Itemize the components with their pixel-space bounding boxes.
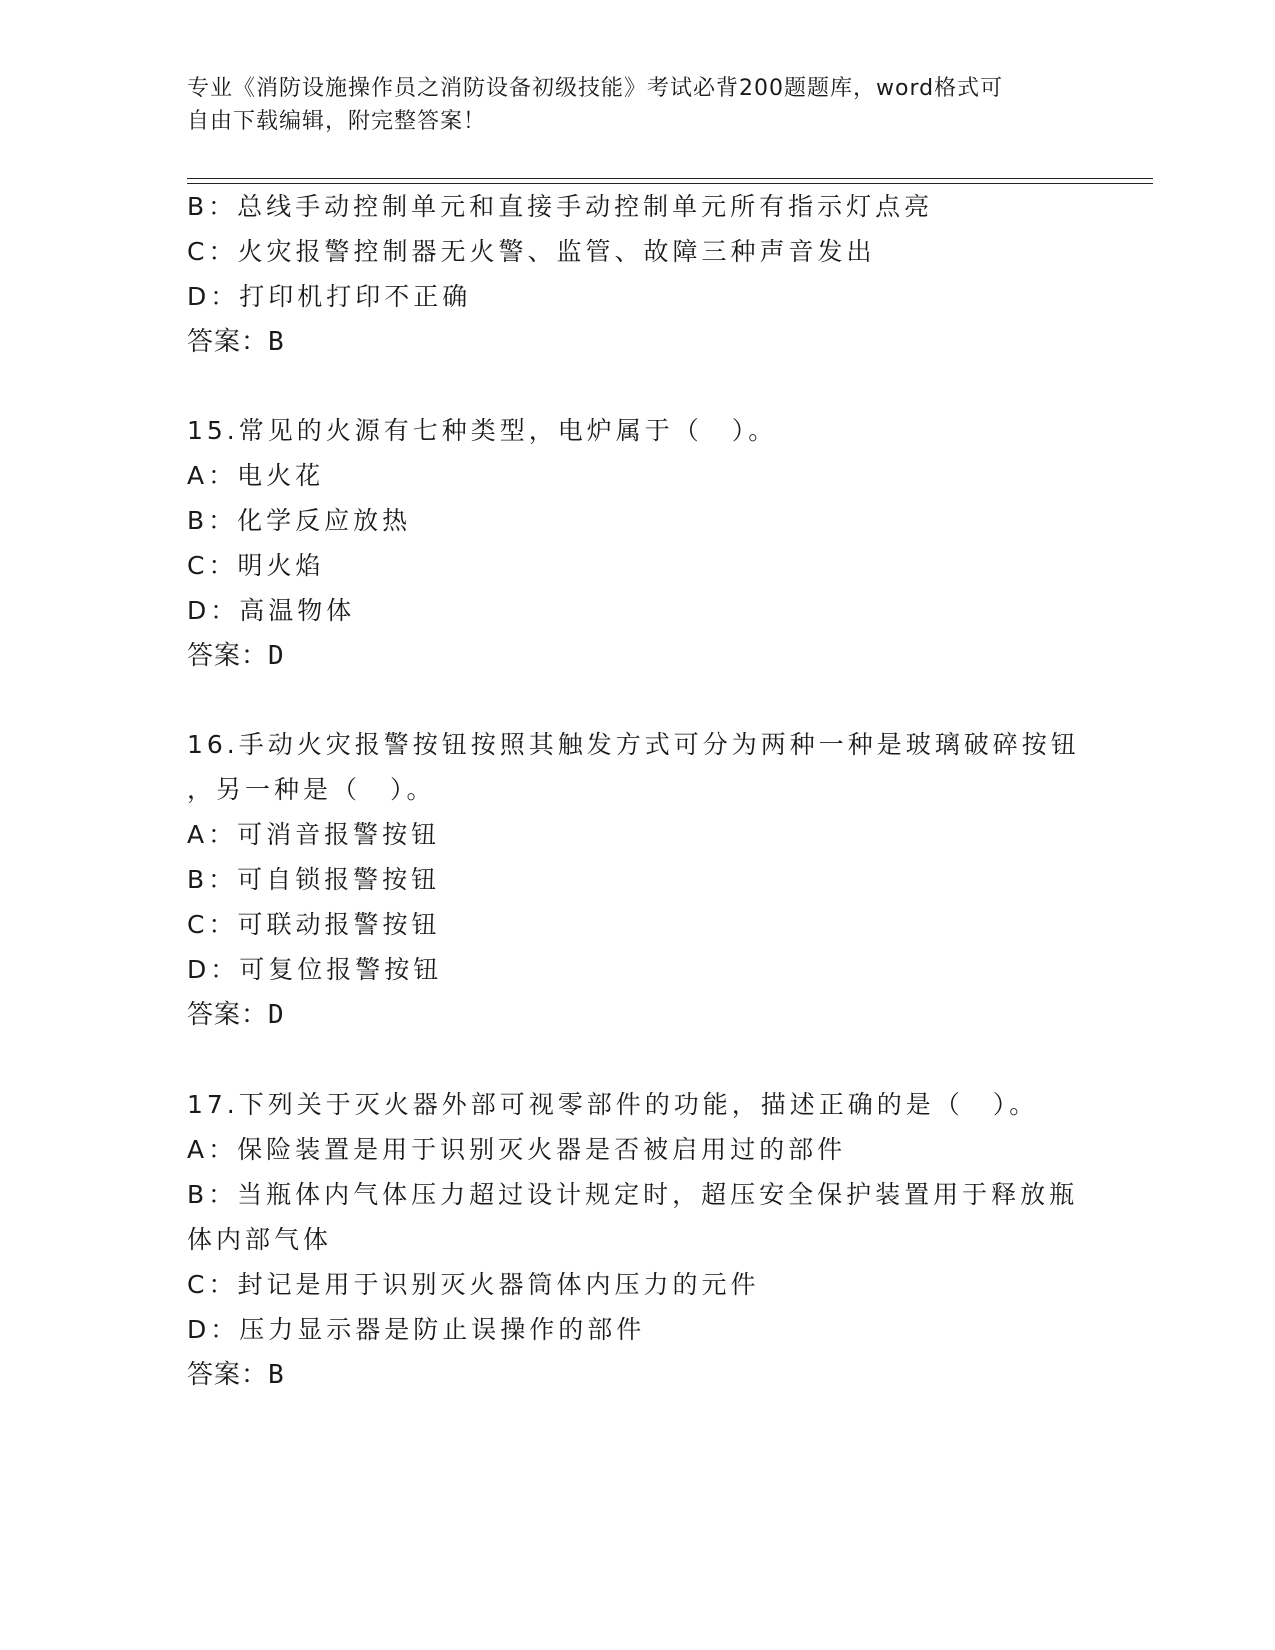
option-line: D：打印机打印不正确 <box>187 282 472 311</box>
answer-value: D <box>268 1000 285 1030</box>
answer-line <box>187 998 285 1032</box>
header-line-1: 专业《消防设施操作员之消防设备初级技能》考试必背200题题库，word格式可 <box>187 76 1004 101</box>
question-stem: 17.下列关于灭火器外部可视零部件的功能，描述正确的是（ ）。 <box>187 1090 1039 1119</box>
option-line: A：电火花 <box>187 461 325 490</box>
answer-label: 答案： <box>187 1000 269 1030</box>
option-line: D：高温物体 <box>187 596 356 625</box>
header-divider-bottom <box>187 183 1153 184</box>
option-line-continued: 体内部气体 <box>187 1225 333 1254</box>
answer-value: B <box>268 1360 285 1390</box>
option-line: A：保险装置是用于识别灭火器是否被启用过的部件 <box>187 1135 847 1164</box>
option-line: C：可联动报警按钮 <box>187 910 441 939</box>
option-line: D：可复位报警按钮 <box>187 955 443 984</box>
answer-label: 答案： <box>187 1360 269 1390</box>
question-stem: 16.手动火灾报警按钮按照其触发方式可分为两种一种是玻璃破碎按钮 <box>187 730 1080 759</box>
option-line: B：总线手动控制单元和直接手动控制单元所有指示灯点亮 <box>187 192 934 221</box>
answer-line <box>187 1358 285 1392</box>
option-line: C：明火焰 <box>187 551 325 580</box>
document-header <box>187 72 1067 138</box>
option-line: B：化学反应放热 <box>187 506 412 535</box>
answer-value: D <box>268 641 285 671</box>
answer-value: B <box>268 327 285 357</box>
option-line: B：可自锁报警按钮 <box>187 865 441 894</box>
header-line-2: 自由下载编辑，附完整答案！ <box>187 109 487 134</box>
answer-line <box>187 325 285 359</box>
question-stem-continued: ，另一种是（ ）。 <box>187 775 436 804</box>
question-stem: 15.常见的火源有七种类型，电炉属于（ ）。 <box>187 416 778 445</box>
option-line: C：火灾报警控制器无火警、监管、故障三种声音发出 <box>187 237 876 266</box>
header-divider-top <box>187 178 1153 179</box>
answer-label: 答案： <box>187 327 269 357</box>
option-line: B：当瓶体内气体压力超过设计规定时，超压安全保护装置用于释放瓶 <box>187 1180 1079 1209</box>
answer-label: 答案： <box>187 641 269 671</box>
option-line: A：可消音报警按钮 <box>187 820 441 849</box>
option-line: C：封记是用于识别灭火器筒体内压力的元件 <box>187 1270 760 1299</box>
option-line: D：压力显示器是防止误操作的部件 <box>187 1315 646 1344</box>
answer-line <box>187 639 285 673</box>
